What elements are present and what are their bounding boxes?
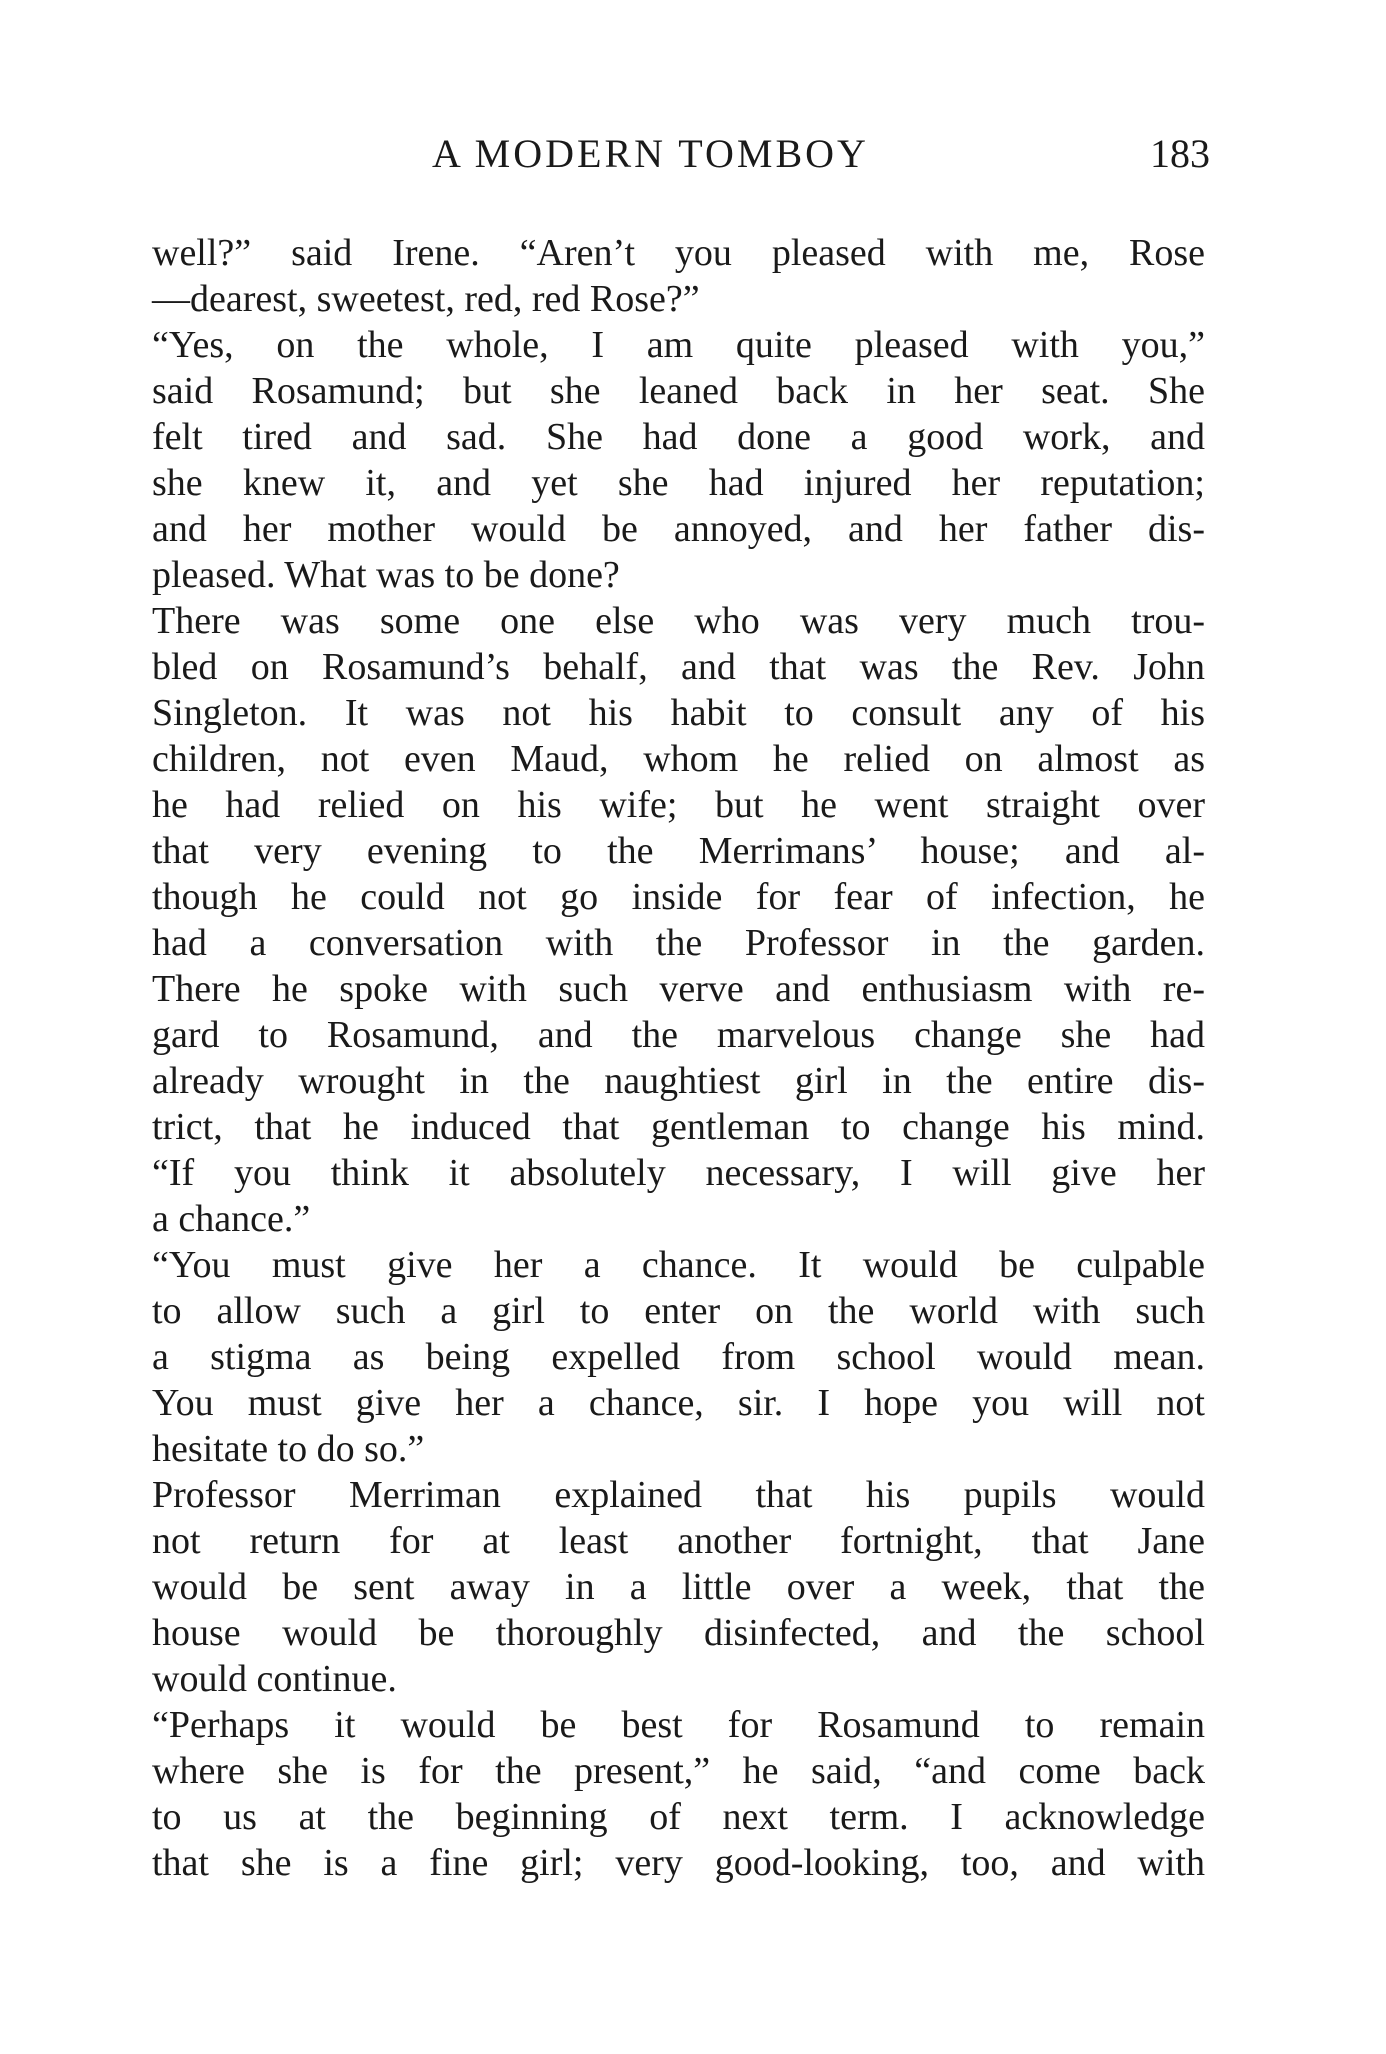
page-header <box>150 130 1210 190</box>
text-line: pleased. What was to be done? <box>152 554 620 596</box>
text-line: she knew it, and yet she had injured her reputation; <box>152 462 1205 504</box>
text-line: trict, that he induced that gentleman to change his mind. <box>152 1106 1205 1148</box>
text-line: a stigma as being expelled from school would mean. <box>152 1336 1205 1378</box>
text-line: Professor Merriman explained that his pupils would <box>152 1474 1205 1516</box>
body-text <box>152 230 1205 1886</box>
text-line: to us at the beginning of next term. I acknowledge <box>152 1796 1205 1838</box>
text-line: bled on Rosamund’s behalf, and that was the Rev. John <box>152 646 1205 688</box>
text-line: said Rosamund; but she leaned back in her seat. She <box>152 370 1205 412</box>
text-line: well?” said Irene. “Aren’t you pleased with me, Rose <box>152 232 1205 274</box>
text-line: though he could not go inside for fear of infection, he <box>152 876 1205 918</box>
text-line: a chance.” <box>152 1198 311 1240</box>
text-line: he had relied on his wife; but he went straight over <box>152 784 1205 826</box>
text-line: There he spoke with such verve and enthusiasm with re- <box>152 968 1205 1010</box>
text-line: not return for at least another fortnight, that Jane <box>152 1520 1205 1562</box>
page-number: 183 <box>1150 131 1210 176</box>
text-line: —dearest, sweetest, red, red Rose?” <box>152 278 700 320</box>
text-line: “If you think it absolutely necessary, I will give her <box>152 1152 1205 1194</box>
text-line: already wrought in the naughtiest girl in the entire dis- <box>152 1060 1205 1102</box>
text-line: would be sent away in a little over a week, that the <box>152 1566 1205 1608</box>
text-line: “You must give her a chance. It would be culpable <box>152 1244 1205 1286</box>
text-line: There was some one else who was very much trou- <box>152 600 1205 642</box>
text-line: “Yes, on the whole, I am quite pleased with you,” <box>152 324 1205 366</box>
running-title: A MODERN TOMBOY <box>432 131 869 176</box>
text-line: house would be thoroughly disinfected, and the school <box>152 1612 1205 1654</box>
text-line: hesitate to do so.” <box>152 1428 425 1470</box>
text-line: would continue. <box>152 1658 397 1700</box>
text-line: Singleton. It was not his habit to consult any of his <box>152 692 1205 734</box>
text-line: to allow such a girl to enter on the world with such <box>152 1290 1205 1332</box>
text-line: gard to Rosamund, and the marvelous change she had <box>152 1014 1205 1056</box>
text-line: that very evening to the Merrimans’ house; and al- <box>152 830 1205 872</box>
text-line: had a conversation with the Professor in the garden. <box>152 922 1205 964</box>
text-line: You must give her a chance, sir. I hope you will not <box>152 1382 1205 1424</box>
text-line: “Perhaps it would be best for Rosamund to remain <box>152 1704 1205 1746</box>
text-line: that she is a fine girl; very good-looking, too, and with <box>152 1842 1205 1884</box>
text-line: felt tired and sad. She had done a good work, and <box>152 416 1205 458</box>
text-line: children, not even Maud, whom he relied on almost as <box>152 738 1205 780</box>
text-line: and her mother would be annoyed, and her father dis- <box>152 508 1205 550</box>
text-line: where she is for the present,” he said, “and come back <box>152 1750 1205 1792</box>
